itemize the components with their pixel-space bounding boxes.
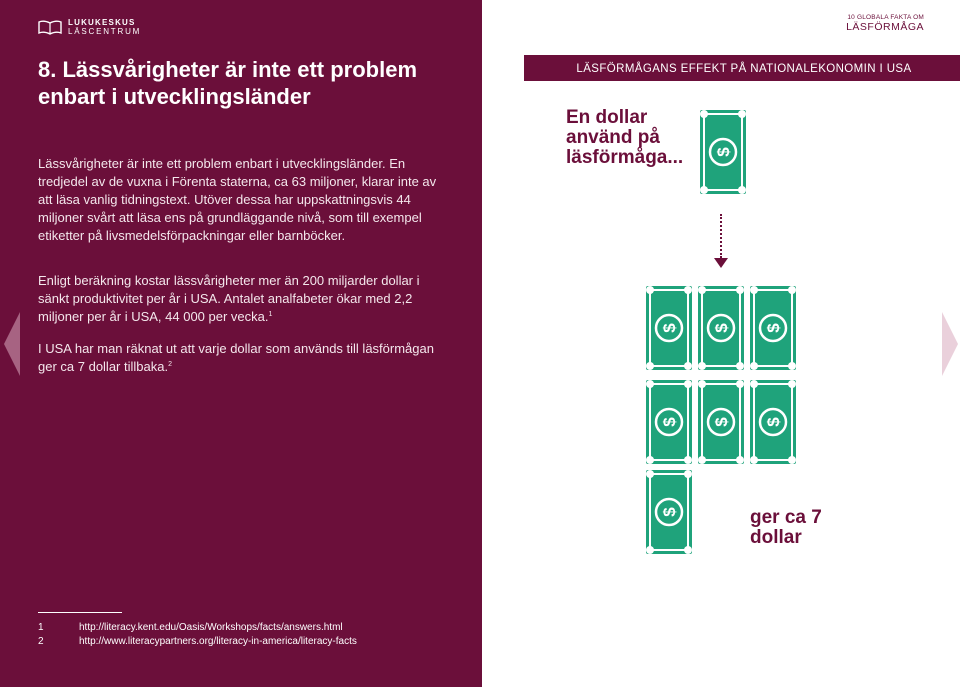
paragraph-3-text: I USA har man räknat ut att varje dollar som används till läsförmågan ger ca 7 dollar tillbaka. (38, 341, 434, 374)
dollar-bill-icon (646, 470, 692, 554)
dotted-line (720, 214, 722, 258)
paragraph-1: Lässvårigheter är inte ett problem enbart i utvecklingsländer. En tredjedel av de vuxna i Förenta staterna, ca 63 miljoner, klarar inte av att läsa vanlig tidningstext. Utöver dessa har uppskattningsvis 44 miljoner svårt att läsa ens på grundläggande nivå, som till exempel etiketter på livsmedelsförpackningar eller barnböcker. (38, 156, 437, 243)
footnote-1 (38, 621, 458, 635)
down-arrow-icon (714, 258, 728, 268)
dollar-bill-icon (750, 380, 796, 464)
footnote-number: 2 (38, 636, 44, 647)
footnote-ref-2[interactable]: 2 (168, 361, 172, 368)
infographic-banner: LÄSFÖRMÅGANS EFFEKT PÅ NATIONALEKONOMIN I USA (524, 55, 960, 81)
caption-top: En dollar använd på läsförmåga... (566, 107, 684, 168)
book-icon (38, 19, 62, 35)
paragraph-2 (38, 272, 438, 326)
series-label (846, 14, 924, 33)
dollar-bill-icon (698, 380, 744, 464)
footnote-number: 1 (38, 622, 44, 633)
prev-page-icon[interactable] (4, 312, 20, 376)
dollar-bill-icon (646, 380, 692, 464)
footnote-divider (38, 612, 122, 613)
series-big: LÄSFÖRMÅGA (846, 21, 924, 33)
right-panel (482, 0, 960, 687)
dollar-bill-icon (700, 110, 746, 194)
page-title: 8. Lässvårigheter är inte ett problem enbart i utvecklingsländer (38, 57, 418, 109)
logo-line1: LUKUKESKUS (68, 18, 136, 27)
caption-bottom: ger ca 7 dollar (750, 507, 822, 548)
dollar-bill-icon (698, 286, 744, 370)
logo (38, 18, 141, 36)
series-small: 10 GLOBALA FAKTA OM (847, 14, 924, 21)
paragraph-2-text: Enligt beräkning kostar lässvårigheter mer än 200 miljarder dollar i sänkt produktivitet per år i USA. Antalet analfabeter ökar med 2,2 miljoner per år i USA, 44 000 per vecka. (38, 273, 420, 324)
next-page-icon[interactable] (942, 312, 958, 376)
footnotes (38, 612, 458, 649)
footnote-2 (38, 635, 458, 649)
footnote-ref-1[interactable]: 1 (268, 311, 273, 318)
dollar-bill-icon (750, 286, 796, 370)
dollar-bill-icon (646, 286, 692, 370)
paragraph-3 (38, 340, 438, 376)
footnote-link[interactable]: http://www.literacypartners.org/literacy-in-america/literacy-facts (79, 636, 357, 647)
logo-line2: LÄSCENTRUM (68, 27, 142, 36)
footnote-link[interactable]: http://literacy.kent.edu/Oasis/Workshops/facts/answers.html (79, 622, 343, 633)
